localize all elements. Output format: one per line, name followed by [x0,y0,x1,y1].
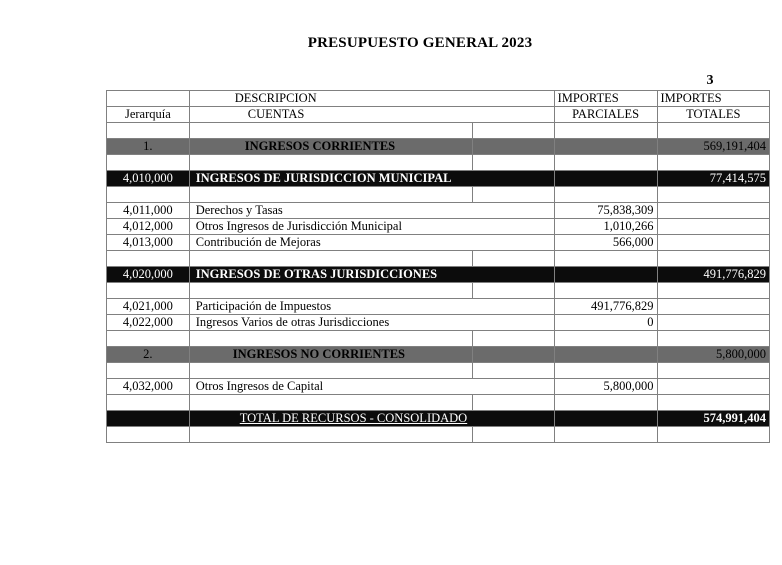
row-partial: 75,838,309 [554,203,657,219]
section-total: 77,414,575 [657,171,769,187]
row-partial: 5,800,000 [554,379,657,395]
section-row-ingresos-no-corrientes [107,347,770,363]
row-code: 4,012,000 [107,219,190,235]
section-code: 1. [107,139,190,155]
section-label: INGRESOS CORRIENTES [189,139,472,155]
header-row-2 [107,107,770,123]
budget-table [106,90,770,443]
spacer-row [107,123,770,139]
header-totales: TOTALES [657,107,769,123]
total-amount: 574,991,404 [657,411,769,427]
table-row [107,235,770,251]
section-total: 569,191,404 [657,139,769,155]
section-label: INGRESOS NO CORRIENTES [189,347,472,363]
total-label: TOTAL DE RECURSOS - CONSOLIDADO [239,411,468,425]
row-code: 4,021,000 [107,299,190,315]
spacer-row [107,187,770,203]
section-code: 4,020,000 [107,267,190,283]
table-row [107,315,770,331]
total-row [107,411,770,427]
spacer-row [107,395,770,411]
spacer-row [107,251,770,267]
section-code: 2. [107,347,190,363]
header-cuentas: CUENTAS [189,107,554,123]
row-partial: 0 [554,315,657,331]
spacer-row [107,331,770,347]
header-importes-parciales: IMPORTES [554,91,657,107]
section-total: 491,776,829 [657,267,769,283]
section-label: INGRESOS DE JURISDICCION MUNICIPAL [189,171,554,187]
header-row-1 [107,91,770,107]
section-row-ingresos-corrientes [107,139,770,155]
row-code: 4,011,000 [107,203,190,219]
table-row [107,203,770,219]
spacer-row [107,155,770,171]
section-row-otras-jurisdicciones [107,267,770,283]
section-row-jurisdiccion-municipal [107,171,770,187]
row-label: Derechos y Tasas [189,203,554,219]
spacer-row [107,363,770,379]
row-label: Participación de Impuestos [189,299,554,315]
header-jerarquia: Jerarquía [107,107,190,123]
row-code: 4,022,000 [107,315,190,331]
header-blank-cell [107,91,190,107]
section-total: 5,800,000 [657,347,769,363]
header-descripcion: DESCRIPCION [189,91,554,107]
row-code: 4,032,000 [107,379,190,395]
table-row [107,219,770,235]
table-row [107,379,770,395]
spacer-row [107,283,770,299]
row-label: Contribución de Mejoras [189,235,554,251]
row-partial: 1,010,266 [554,219,657,235]
row-label: Otros Ingresos de Capital [189,379,554,395]
row-code: 4,013,000 [107,235,190,251]
table-row [107,299,770,315]
header-importes-totales: IMPORTES [657,91,769,107]
row-label: Ingresos Varios de otras Jurisdicciones [189,315,554,331]
row-partial: 566,000 [554,235,657,251]
section-code: 4,010,000 [107,171,190,187]
document-title: PRESUPUESTO GENERAL 2023 [307,35,533,51]
page-number: 3 [706,73,714,88]
header-parciales: PARCIALES [554,107,657,123]
spacer-row [107,427,770,443]
row-label: Otros Ingresos de Jurisdicción Municipal [189,219,554,235]
section-label: INGRESOS DE OTRAS JURISDICCIONES [189,267,554,283]
row-partial: 491,776,829 [554,299,657,315]
